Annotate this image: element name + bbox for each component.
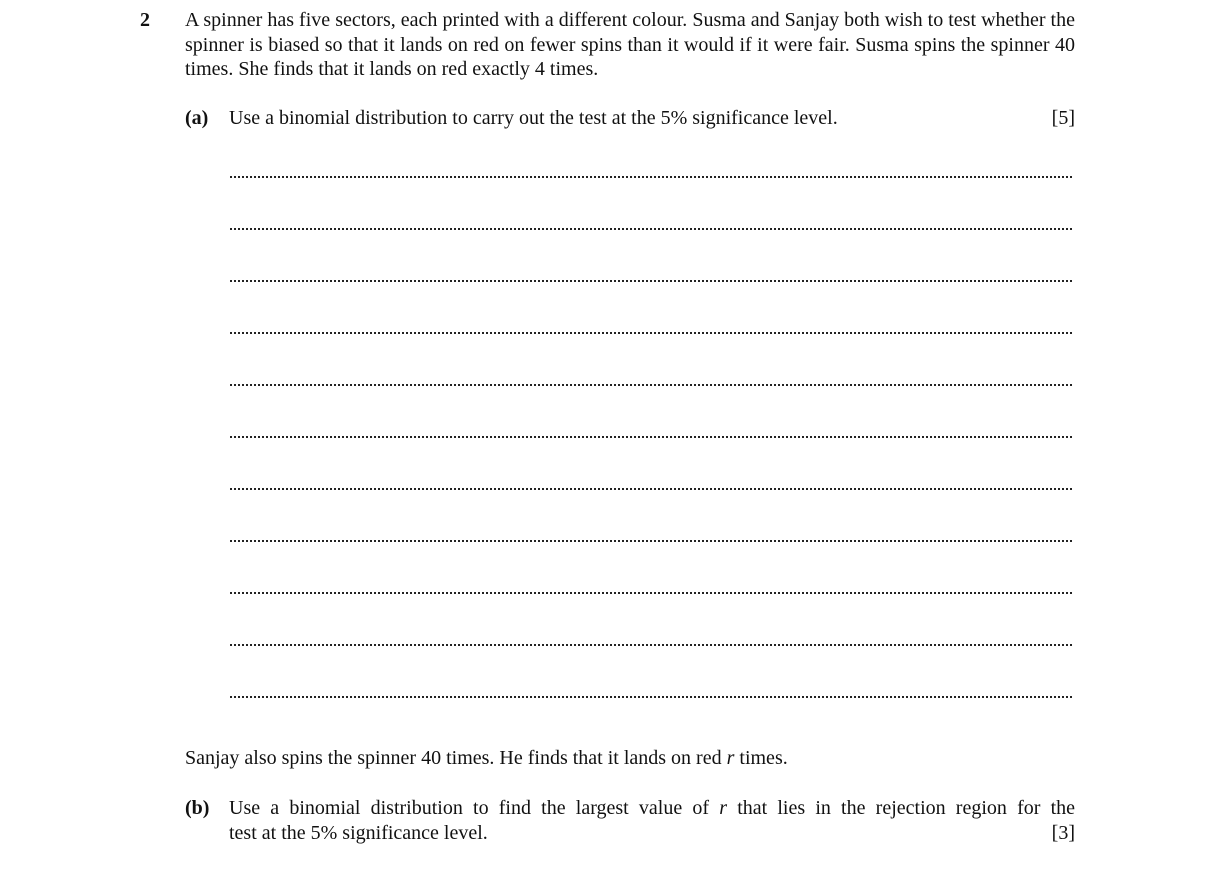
answer-line[interactable] bbox=[230, 376, 1072, 428]
answer-line[interactable] bbox=[230, 688, 1072, 740]
answer-line[interactable] bbox=[230, 584, 1072, 636]
answer-line[interactable] bbox=[230, 220, 1072, 272]
answer-line[interactable] bbox=[230, 428, 1072, 480]
sanjay-statement bbox=[185, 746, 788, 771]
part-a-label: (a) bbox=[185, 107, 209, 129]
part-a-answer-lines[interactable] bbox=[230, 168, 1072, 740]
part-b-label: (b) bbox=[185, 797, 210, 819]
part-a-marks: [5] bbox=[1051, 107, 1075, 129]
answer-line[interactable] bbox=[230, 480, 1072, 532]
question-number: 2 bbox=[140, 9, 150, 31]
part-b-line-1 bbox=[229, 796, 1075, 821]
part-b-text-after: that lies in the rejection region for the bbox=[727, 797, 1076, 819]
sanjay-variable-r: r bbox=[726, 747, 735, 769]
sanjay-text-before: Sanjay also spins the spinner 40 times. He finds that it lands on red bbox=[185, 747, 727, 769]
answer-line[interactable] bbox=[230, 168, 1072, 220]
part-b-variable-r: r bbox=[719, 797, 728, 819]
answer-line[interactable] bbox=[230, 324, 1072, 376]
question-stem: A spinner has five sectors, each printed with a different colour. Susma and Sanjay both wish to test whether the spinner is biased so that it lands on red on fewer spins than it would if it were fair. Susma spins the spinner 40 times. She finds that it lands on red exactly 4 times. bbox=[185, 9, 1075, 80]
part-b-line-2: test at the 5% significance level. bbox=[229, 821, 488, 844]
answer-line[interactable] bbox=[230, 532, 1072, 584]
part-b-marks: [3] bbox=[1051, 821, 1075, 844]
part-a-text: Use a binomial distribution to carry out the test at the 5% significance level. bbox=[229, 107, 838, 129]
part-b-text-before: Use a binomial distribution to find the largest value of bbox=[229, 797, 720, 819]
sanjay-text-after: times. bbox=[734, 747, 788, 769]
answer-line[interactable] bbox=[230, 636, 1072, 688]
answer-line[interactable] bbox=[230, 272, 1072, 324]
